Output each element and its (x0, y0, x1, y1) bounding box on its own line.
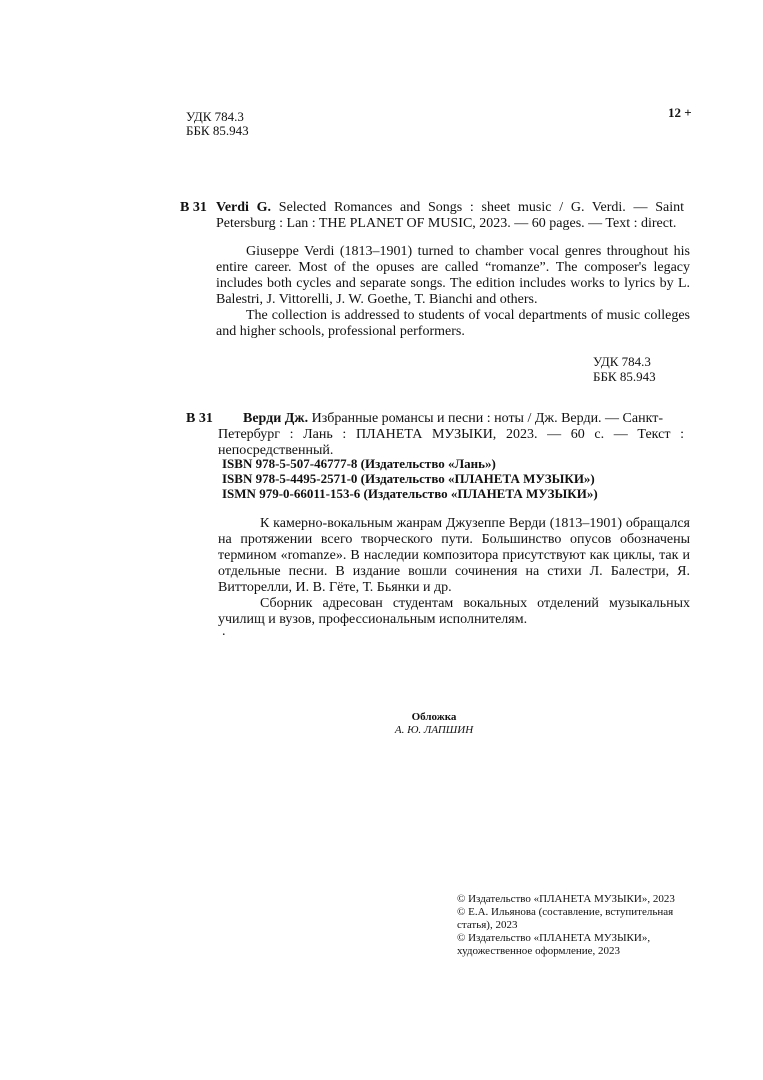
russian-catalog-first-line (243, 411, 684, 427)
russian-catalog-details: Петербург : Лань : ПЛАНЕТА МУЗЫКИ, 2023. — 60 с. — Текст : непосредственный. (218, 427, 684, 458)
english-catalog-details: Selected Romances and Songs : sheet music / G. Verdi. — Saint Petersburg : Lan : THE PLANET OF MUSIC, 2023. — 60 pages. — Text : direct. (216, 200, 684, 231)
udk-code: УДК 784.3 (186, 109, 244, 124)
isbn-block (222, 456, 598, 501)
english-abstract-paragraph-1: Giuseppe Verdi (1813–1901) turned to chamber vocal genres throughout his entire career. Most of the opuses are called “romanze”. The composer's legacy includes both cycles and separate songs. The edition includes works to lyrics by L. Balestri, J. Vittorelli, J. W. Goethe, T. Bianchi and others. (216, 244, 690, 307)
english-udk-code: УДК 784.3 (593, 354, 651, 369)
russian-catalog-author: Верди Дж. (243, 411, 309, 426)
russian-abstract-paragraph-2: Сборник адресован студентам вокальных отделений музыкальных училищ и вузов, профессиональным исполнителям. (218, 596, 690, 627)
english-abstract (216, 244, 690, 340)
english-catalog-author: Verdi G. (216, 200, 272, 215)
stray-dot: . (222, 624, 226, 639)
bbk-code: ББК 85.943 (186, 123, 249, 138)
russian-abstract (218, 516, 690, 628)
english-udk-bbk (593, 354, 656, 384)
english-author-code: В 31 (180, 200, 207, 215)
ismn-planet: ISMN 979-0-66011-153-6 (Издательство «ПЛАНЕТА МУЗЫКИ») (222, 486, 598, 501)
copyright-line-3: © Издательство «ПЛАНЕТА МУЗЫКИ», художественное оформление, 2023 (457, 932, 651, 957)
cover-credit-name: А. Ю. ЛАПШИН (394, 724, 474, 736)
copyright-line-1: © Издательство «ПЛАНЕТА МУЗЫКИ», 2023 (457, 893, 675, 905)
copyright-line-2: © Е.А. Ильянова (составление, вступительная статья), 2023 (457, 906, 674, 931)
udk-bbk-header (186, 110, 249, 138)
english-abstract-paragraph-2: The collection is addressed to students of vocal departments of music colleges and higher schools, professional performers. (216, 308, 690, 339)
russian-author-code: В 31 (186, 411, 213, 426)
english-catalog-entry (216, 200, 684, 232)
age-rating: 12 + (668, 105, 692, 120)
english-bbk-code: ББК 85.943 (593, 369, 656, 384)
isbn-planet: ISBN 978-5-4495-2571-0 (Издательство «ПЛАНЕТА МУЗЫКИ») (222, 471, 595, 486)
cover-credit-title: Обложка (411, 711, 457, 723)
russian-abstract-paragraph-1: К камерно-вокальным жанрам Джузеппе Верди (1813–1901) обращался на протяжении всего творческого пути. Большинство опусов обозначены термином «romanze». В наследии композитора присутствуют как циклы, так и отдельные песни. В издание вошли сочинения на стихи Л. Балестри, Я. Витторелли, И. В. Гёте, Т. Бьянки и др. (218, 516, 690, 595)
isbn-lan: ISBN 978-5-507-46777-8 (Издательство «Лань») (222, 456, 496, 471)
copyright-block (457, 893, 682, 958)
russian-catalog-title: Избранные романсы и песни : ноты / Дж. Верди. — Санкт- (308, 411, 664, 426)
